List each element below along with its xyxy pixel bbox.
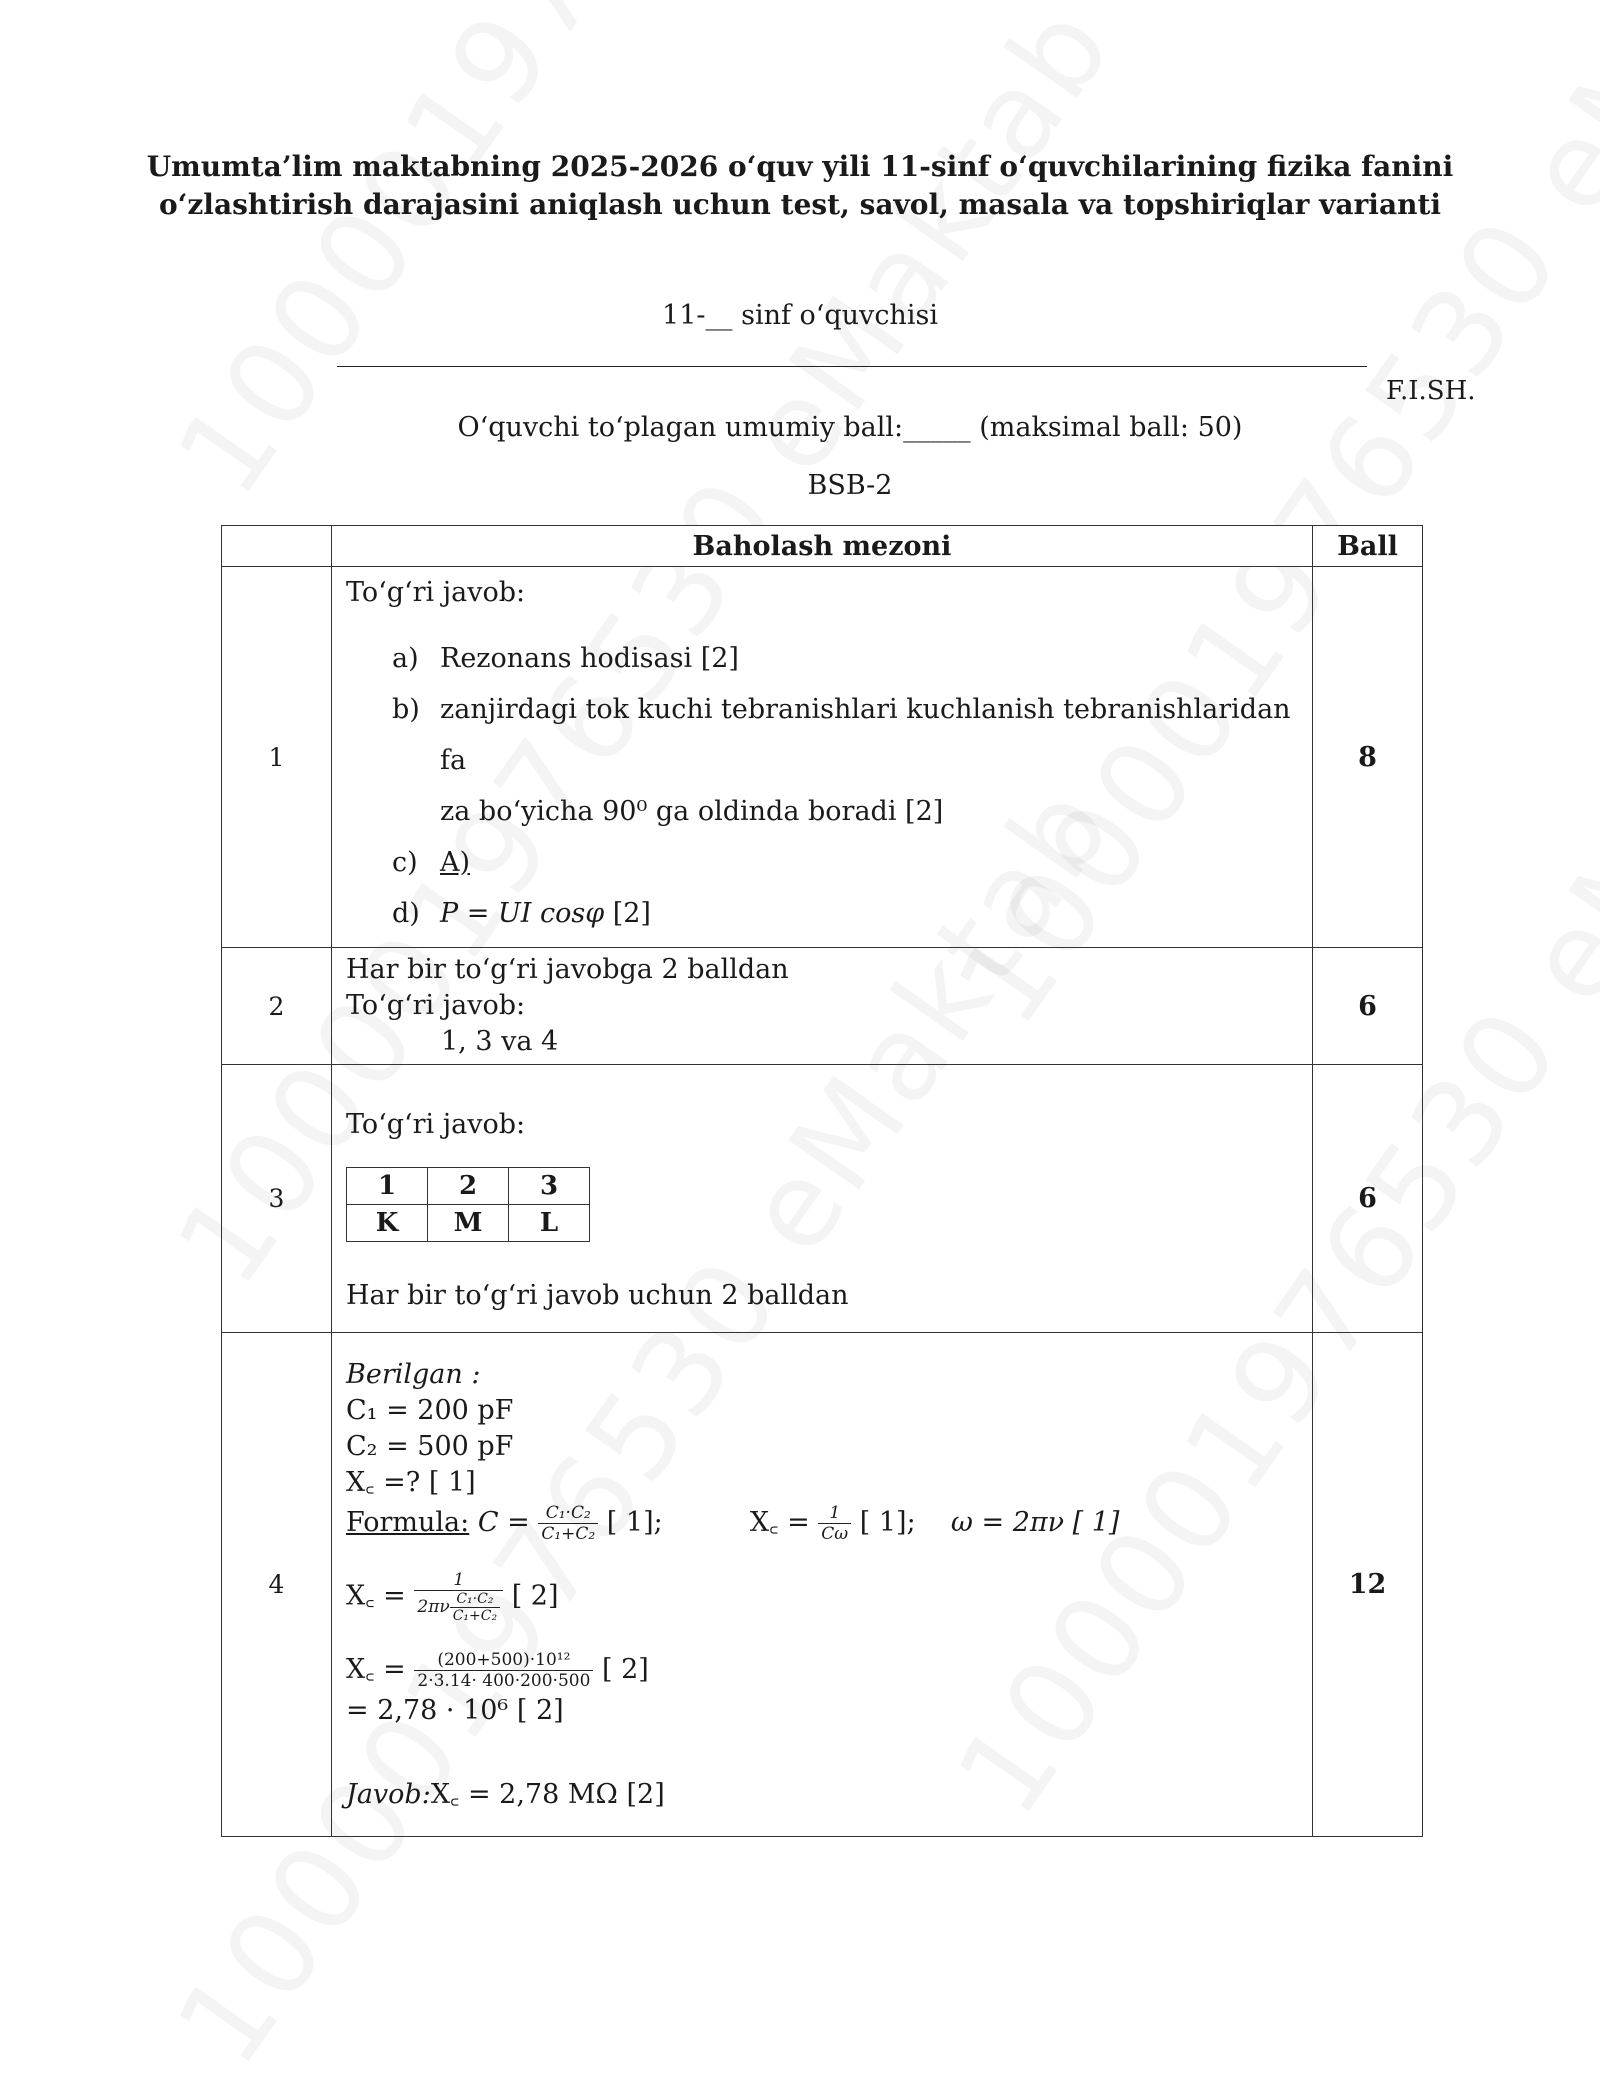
formula-x-fraction xyxy=(818,1503,851,1544)
given-c1: C₁ = 200 pF xyxy=(346,1394,514,1426)
answer-list xyxy=(392,633,1298,939)
fraction-numerator: (200+500)·10¹² xyxy=(414,1650,593,1671)
table-row xyxy=(222,1333,1423,1837)
item-text: A) xyxy=(440,847,471,878)
given-c2: C₂ = 500 pF xyxy=(346,1430,514,1462)
denominator-prefix: 2πν xyxy=(417,1596,450,1617)
step-1 xyxy=(346,1570,1298,1624)
formula-label: Formula: xyxy=(346,1506,470,1538)
table-row xyxy=(222,1065,1423,1333)
given-label: Berilgan : xyxy=(346,1358,481,1390)
header-cell-ball: Ball xyxy=(1313,526,1423,567)
list-item xyxy=(392,837,1298,888)
list-item xyxy=(392,684,1298,837)
formula-c-lhs: C = xyxy=(477,1506,530,1538)
item-label: a) xyxy=(392,643,419,674)
criteria-answer: 1, 3 va 4 xyxy=(441,1026,559,1057)
criteria-line: Har bir to‘g‘ri javobga 2 balldan xyxy=(346,954,789,985)
question-number: 1 xyxy=(222,567,332,948)
item-text xyxy=(440,684,1298,837)
matching-grid xyxy=(346,1167,590,1242)
criteria-cell xyxy=(332,567,1313,948)
step-points: [ 2] xyxy=(602,1653,649,1685)
question-number: 4 xyxy=(222,1333,332,1837)
answer-value: X꜀ = 2,78 MΩ [2] xyxy=(430,1778,665,1810)
question-number: 2 xyxy=(222,948,332,1065)
criteria-cell xyxy=(332,1065,1313,1333)
grid-cell: K xyxy=(347,1205,428,1242)
answer-intro: To‘g‘ri javob: xyxy=(346,577,526,608)
formula-x-lhs: X꜀ = xyxy=(749,1506,810,1538)
step-2-fraction xyxy=(414,1650,593,1691)
step-lhs: X꜀ = xyxy=(346,1653,406,1685)
document-title xyxy=(0,148,1600,224)
item-text-line-1: zanjirdagi tok kuchi tebranishlari kuchlanish tebranishlaridan fa xyxy=(440,694,1291,776)
grid-cell: 2 xyxy=(428,1168,509,1205)
fraction-numerator: C₁·C₂ xyxy=(450,1591,500,1608)
item-points: [2] xyxy=(604,898,651,929)
grid-header-row xyxy=(347,1168,590,1205)
item-text xyxy=(440,888,1298,939)
nested-fraction xyxy=(450,1591,500,1624)
formula-c-points: [ 1]; xyxy=(606,1506,663,1538)
formula-power: P = UI cosφ xyxy=(440,898,605,929)
header-cell-number xyxy=(222,526,332,567)
points-value: 6 xyxy=(1313,1065,1423,1333)
fraction-denominator xyxy=(414,1591,503,1624)
grid-cell: 3 xyxy=(509,1168,590,1205)
item-label: d) xyxy=(392,898,420,929)
grading-table xyxy=(221,525,1423,1837)
points-value: 6 xyxy=(1313,948,1423,1065)
grid-cell: M xyxy=(428,1205,509,1242)
grid-value-row xyxy=(347,1205,590,1242)
fraction-numerator: 1 xyxy=(414,1570,503,1591)
fraction-denominator: Cω xyxy=(821,1523,849,1544)
criteria-cell xyxy=(332,1333,1313,1837)
points-value: 8 xyxy=(1313,567,1423,948)
score-line: O‘quvchi to‘plagan umumiy ball:_____ (maksimal ball: 50) xyxy=(457,412,1243,443)
formula-line xyxy=(346,1503,1298,1544)
step-1-fraction xyxy=(414,1570,503,1624)
fraction-numerator: 1 xyxy=(818,1503,851,1524)
criteria-footer: Har bir to‘g‘ri javob uchun 2 balldan xyxy=(346,1280,849,1311)
question-number: 3 xyxy=(222,1065,332,1333)
table-row xyxy=(222,567,1423,948)
name-underline xyxy=(337,366,1367,367)
step-points: [ 2] xyxy=(511,1580,559,1611)
formula-x-points: [ 1]; xyxy=(859,1506,916,1538)
fraction-denominator: C₁+C₂ xyxy=(541,1523,596,1544)
item-text: Rezonans hodisasi [2] xyxy=(440,643,739,674)
header-cell-criteria: Baholash mezoni xyxy=(332,526,1313,567)
answer-line xyxy=(346,1777,1298,1813)
grid-cell: 1 xyxy=(347,1168,428,1205)
criteria-line: To‘g‘ri javob: xyxy=(346,990,526,1021)
title-line-2: o‘zlashtirish darajasini aniqlash uchun test, savol, masala va topshiriqlar varianti xyxy=(158,188,1442,221)
table-header-row xyxy=(222,526,1423,567)
formula-omega: ω = 2πν [ 1] xyxy=(950,1506,1120,1538)
variant-label: BSB-2 xyxy=(807,470,893,501)
step-2 xyxy=(346,1650,1298,1691)
table-row xyxy=(222,948,1423,1065)
step-3: = 2,78 · 10⁶ [ 2] xyxy=(346,1694,564,1726)
fraction-denominator: 2·3.14· 400·200·500 xyxy=(417,1670,591,1691)
criteria-cell xyxy=(332,948,1313,1065)
list-item xyxy=(392,633,1298,684)
grid-cell: L xyxy=(509,1205,590,1242)
formula-c-fraction xyxy=(538,1503,598,1544)
points-value: 12 xyxy=(1313,1333,1423,1837)
list-item xyxy=(392,888,1298,939)
answer-label: Javob: xyxy=(346,1778,431,1810)
item-text-line-2: za bo‘yicha 90⁰ ga oldinda boradi [2] xyxy=(440,796,944,827)
fraction-denominator: C₁+C₂ xyxy=(452,1607,498,1624)
fish-label: F.I.SH. xyxy=(1386,376,1476,406)
unknown-xc: X꜀ =? [ 1] xyxy=(346,1466,476,1498)
answer-intro: To‘g‘ri javob: xyxy=(346,1109,526,1140)
step-lhs: X꜀ = xyxy=(346,1580,406,1611)
class-line: 11-__ sinf o‘quvchisi xyxy=(662,300,938,331)
item-label: b) xyxy=(392,694,420,725)
item-label: c) xyxy=(392,847,418,878)
fraction-numerator: C₁·C₂ xyxy=(538,1503,598,1524)
title-line-1: Umumta’lim maktabning 2025-2026 o‘quv yili 11-sinf o‘quvchilarining fizika fanini xyxy=(146,150,1454,183)
